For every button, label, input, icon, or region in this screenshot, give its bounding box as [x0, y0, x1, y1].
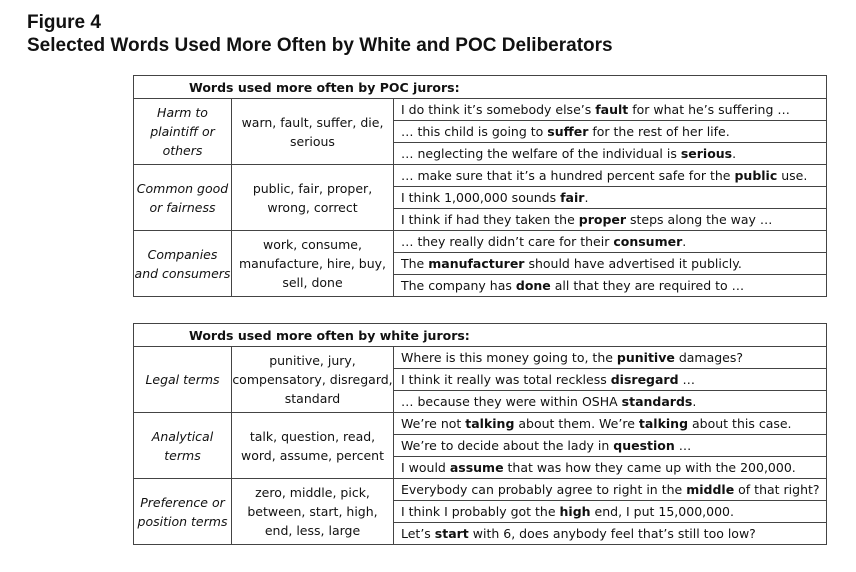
example-quote	[394, 209, 827, 231]
highlighted-word: middle	[686, 482, 735, 497]
quote-text: I think 1,000,000 sounds	[401, 190, 561, 205]
quote-text: steps along the way …	[626, 212, 773, 227]
example-quote	[394, 143, 827, 165]
quote-text: Everybody can probably agree to right in the	[401, 482, 687, 497]
words-cell: work, consume, manufacture, hire, buy, sell, done	[232, 231, 394, 297]
example-quote	[394, 99, 827, 121]
highlighted-word: fault	[595, 102, 629, 117]
quote-text: use.	[777, 168, 808, 183]
quote-text: We’re to decide about the lady in	[401, 438, 614, 453]
table-row	[134, 479, 827, 501]
highlighted-word: talking	[638, 416, 689, 431]
highlighted-word: high	[559, 504, 591, 519]
example-quote	[394, 231, 827, 253]
quote-text: all that they are required to …	[550, 278, 745, 293]
highlighted-word: punitive	[616, 350, 675, 365]
quote-text: Where is this money going to, the	[401, 350, 617, 365]
category-cell: Common good or fairness	[134, 165, 232, 231]
example-quote	[394, 413, 827, 435]
example-quote	[394, 165, 827, 187]
highlighted-word: manufacturer	[428, 256, 525, 271]
quote-text: The	[401, 256, 429, 271]
highlighted-word: public	[734, 168, 778, 183]
quote-text: .	[732, 146, 737, 161]
table-header: Words used more often by white jurors:	[134, 324, 827, 347]
example-quote	[394, 457, 827, 479]
quote-text: I think it really was total reckless	[401, 372, 611, 387]
table-row	[134, 99, 827, 121]
highlighted-word: standards	[621, 394, 693, 409]
highlighted-word: assume	[449, 460, 504, 475]
highlighted-word: start	[434, 526, 469, 541]
highlighted-word: suffer	[547, 124, 589, 139]
category-cell: Legal terms	[134, 347, 232, 413]
words-cell: warn, fault, suffer, die, serious	[232, 99, 394, 165]
quote-text: I think if had they taken the	[401, 212, 579, 227]
highlighted-word: disregard	[610, 372, 679, 387]
quote-text: .	[682, 234, 687, 249]
table-row	[134, 413, 827, 435]
category-cell: Analytical terms	[134, 413, 232, 479]
figure-title: Selected Words Used More Often by White and POC Deliberators	[27, 35, 613, 56]
highlighted-word: proper	[578, 212, 627, 227]
words-cell: public, fair, proper, wrong, correct	[232, 165, 394, 231]
words-cell: talk, question, read, word, assume, percent	[232, 413, 394, 479]
quote-text: I would	[401, 460, 450, 475]
quote-text: We’re not	[401, 416, 466, 431]
quote-text: I do think it’s somebody else’s	[401, 102, 596, 117]
quote-text: .	[692, 394, 697, 409]
quote-text: for the rest of her life.	[588, 124, 730, 139]
category-cell: Preference or position terms	[134, 479, 232, 545]
example-quote	[394, 501, 827, 523]
quote-text: about them. We’re	[514, 416, 639, 431]
quote-text: .	[584, 190, 589, 205]
quote-text: …	[678, 372, 696, 387]
poc-words-table	[133, 75, 827, 297]
category-cell: Harm to plaintiff or others	[134, 99, 232, 165]
quote-text: … they really didn’t care for their	[401, 234, 614, 249]
quote-text: …	[674, 438, 692, 453]
figure-label: Figure 4	[27, 12, 101, 33]
highlighted-word: question	[613, 438, 675, 453]
highlighted-word: consumer	[613, 234, 683, 249]
quote-text: end, I put 15,000,000.	[590, 504, 734, 519]
highlighted-word: fair	[560, 190, 585, 205]
table-header: Words used more often by POC jurors:	[134, 76, 827, 99]
table-row	[134, 347, 827, 369]
quote-text: of that right?	[734, 482, 820, 497]
quote-text: that was how they came up with the 200,000.	[503, 460, 796, 475]
quote-text: should have advertised it publicly.	[524, 256, 742, 271]
example-quote	[394, 369, 827, 391]
quote-text: … make sure that it’s a hundred percent safe for the	[401, 168, 735, 183]
table-row	[134, 231, 827, 253]
quote-text: … neglecting the welfare of the individual is	[401, 146, 681, 161]
highlighted-word: serious	[680, 146, 733, 161]
highlighted-word: done	[515, 278, 551, 293]
example-quote	[394, 187, 827, 209]
words-cell: punitive, jury, compensatory, disregard, standard	[232, 347, 394, 413]
example-quote	[394, 479, 827, 501]
quote-text: Let’s	[401, 526, 435, 541]
highlighted-word: talking	[465, 416, 515, 431]
example-quote	[394, 121, 827, 143]
example-quote	[394, 523, 827, 545]
quote-text: I think I probably got the	[401, 504, 560, 519]
quote-text: with 6, does anybody feel that’s still too low?	[468, 526, 756, 541]
quote-text: The company has	[401, 278, 516, 293]
quote-text: about this case.	[688, 416, 792, 431]
quote-text: … this child is going to	[401, 124, 548, 139]
example-quote	[394, 275, 827, 297]
example-quote	[394, 253, 827, 275]
quote-text: … because they were within OSHA	[401, 394, 622, 409]
white-words-table	[133, 323, 827, 545]
category-cell: Companies and consumers	[134, 231, 232, 297]
quote-text: for what he’s suffering …	[628, 102, 790, 117]
example-quote	[394, 347, 827, 369]
example-quote	[394, 391, 827, 413]
table-row	[134, 165, 827, 187]
quote-text: damages?	[674, 350, 744, 365]
words-cell: zero, middle, pick, between, start, high, end, less, large	[232, 479, 394, 545]
example-quote	[394, 435, 827, 457]
